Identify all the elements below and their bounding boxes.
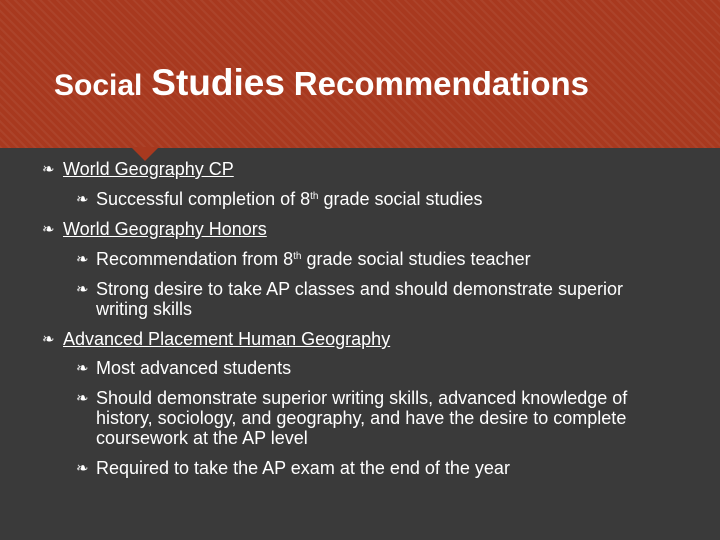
course-ap-human-geography: Advanced Placement Human Geography xyxy=(63,329,391,349)
fleuron-icon: ❧ xyxy=(76,190,89,208)
requirement-item-line2: history, sociology, and geography, and have the desire to complete xyxy=(96,408,627,428)
title-word-social: Social xyxy=(54,69,143,102)
requirement-item: Recommendation from 8th grade social studies teacher xyxy=(96,249,531,269)
fleuron-icon: ❧ xyxy=(76,459,89,477)
requirement-item-line3: coursework at the AP level xyxy=(96,428,308,448)
requirement-item-line1: Strong desire to take AP classes and should demonstrate superior xyxy=(96,279,623,299)
requirement-item-line1: Should demonstrate superior writing skills, advanced knowledge of xyxy=(96,388,628,408)
requirement-item: Most advanced students xyxy=(96,358,292,378)
requirement-item: Required to take the AP exam at the end of the year xyxy=(96,458,510,478)
fleuron-icon: ❧ xyxy=(76,359,89,377)
course-world-geography-honors: World Geography Honors xyxy=(63,219,267,239)
course-world-geography-cp: World Geography CP xyxy=(63,159,234,179)
fleuron-icon: ❧ xyxy=(42,330,55,348)
fleuron-icon: ❧ xyxy=(76,250,89,268)
requirement-item-line2: writing skills xyxy=(96,299,193,319)
requirement-item: Successful completion of 8th grade social studies xyxy=(96,189,483,209)
title-word-recommendations: Recommendations xyxy=(293,65,590,102)
fleuron-icon: ❧ xyxy=(76,280,89,298)
fleuron-icon: ❧ xyxy=(42,220,55,238)
title-word-studies: Studies xyxy=(151,62,285,103)
fleuron-icon: ❧ xyxy=(76,389,89,407)
fleuron-icon: ❧ xyxy=(42,160,55,178)
